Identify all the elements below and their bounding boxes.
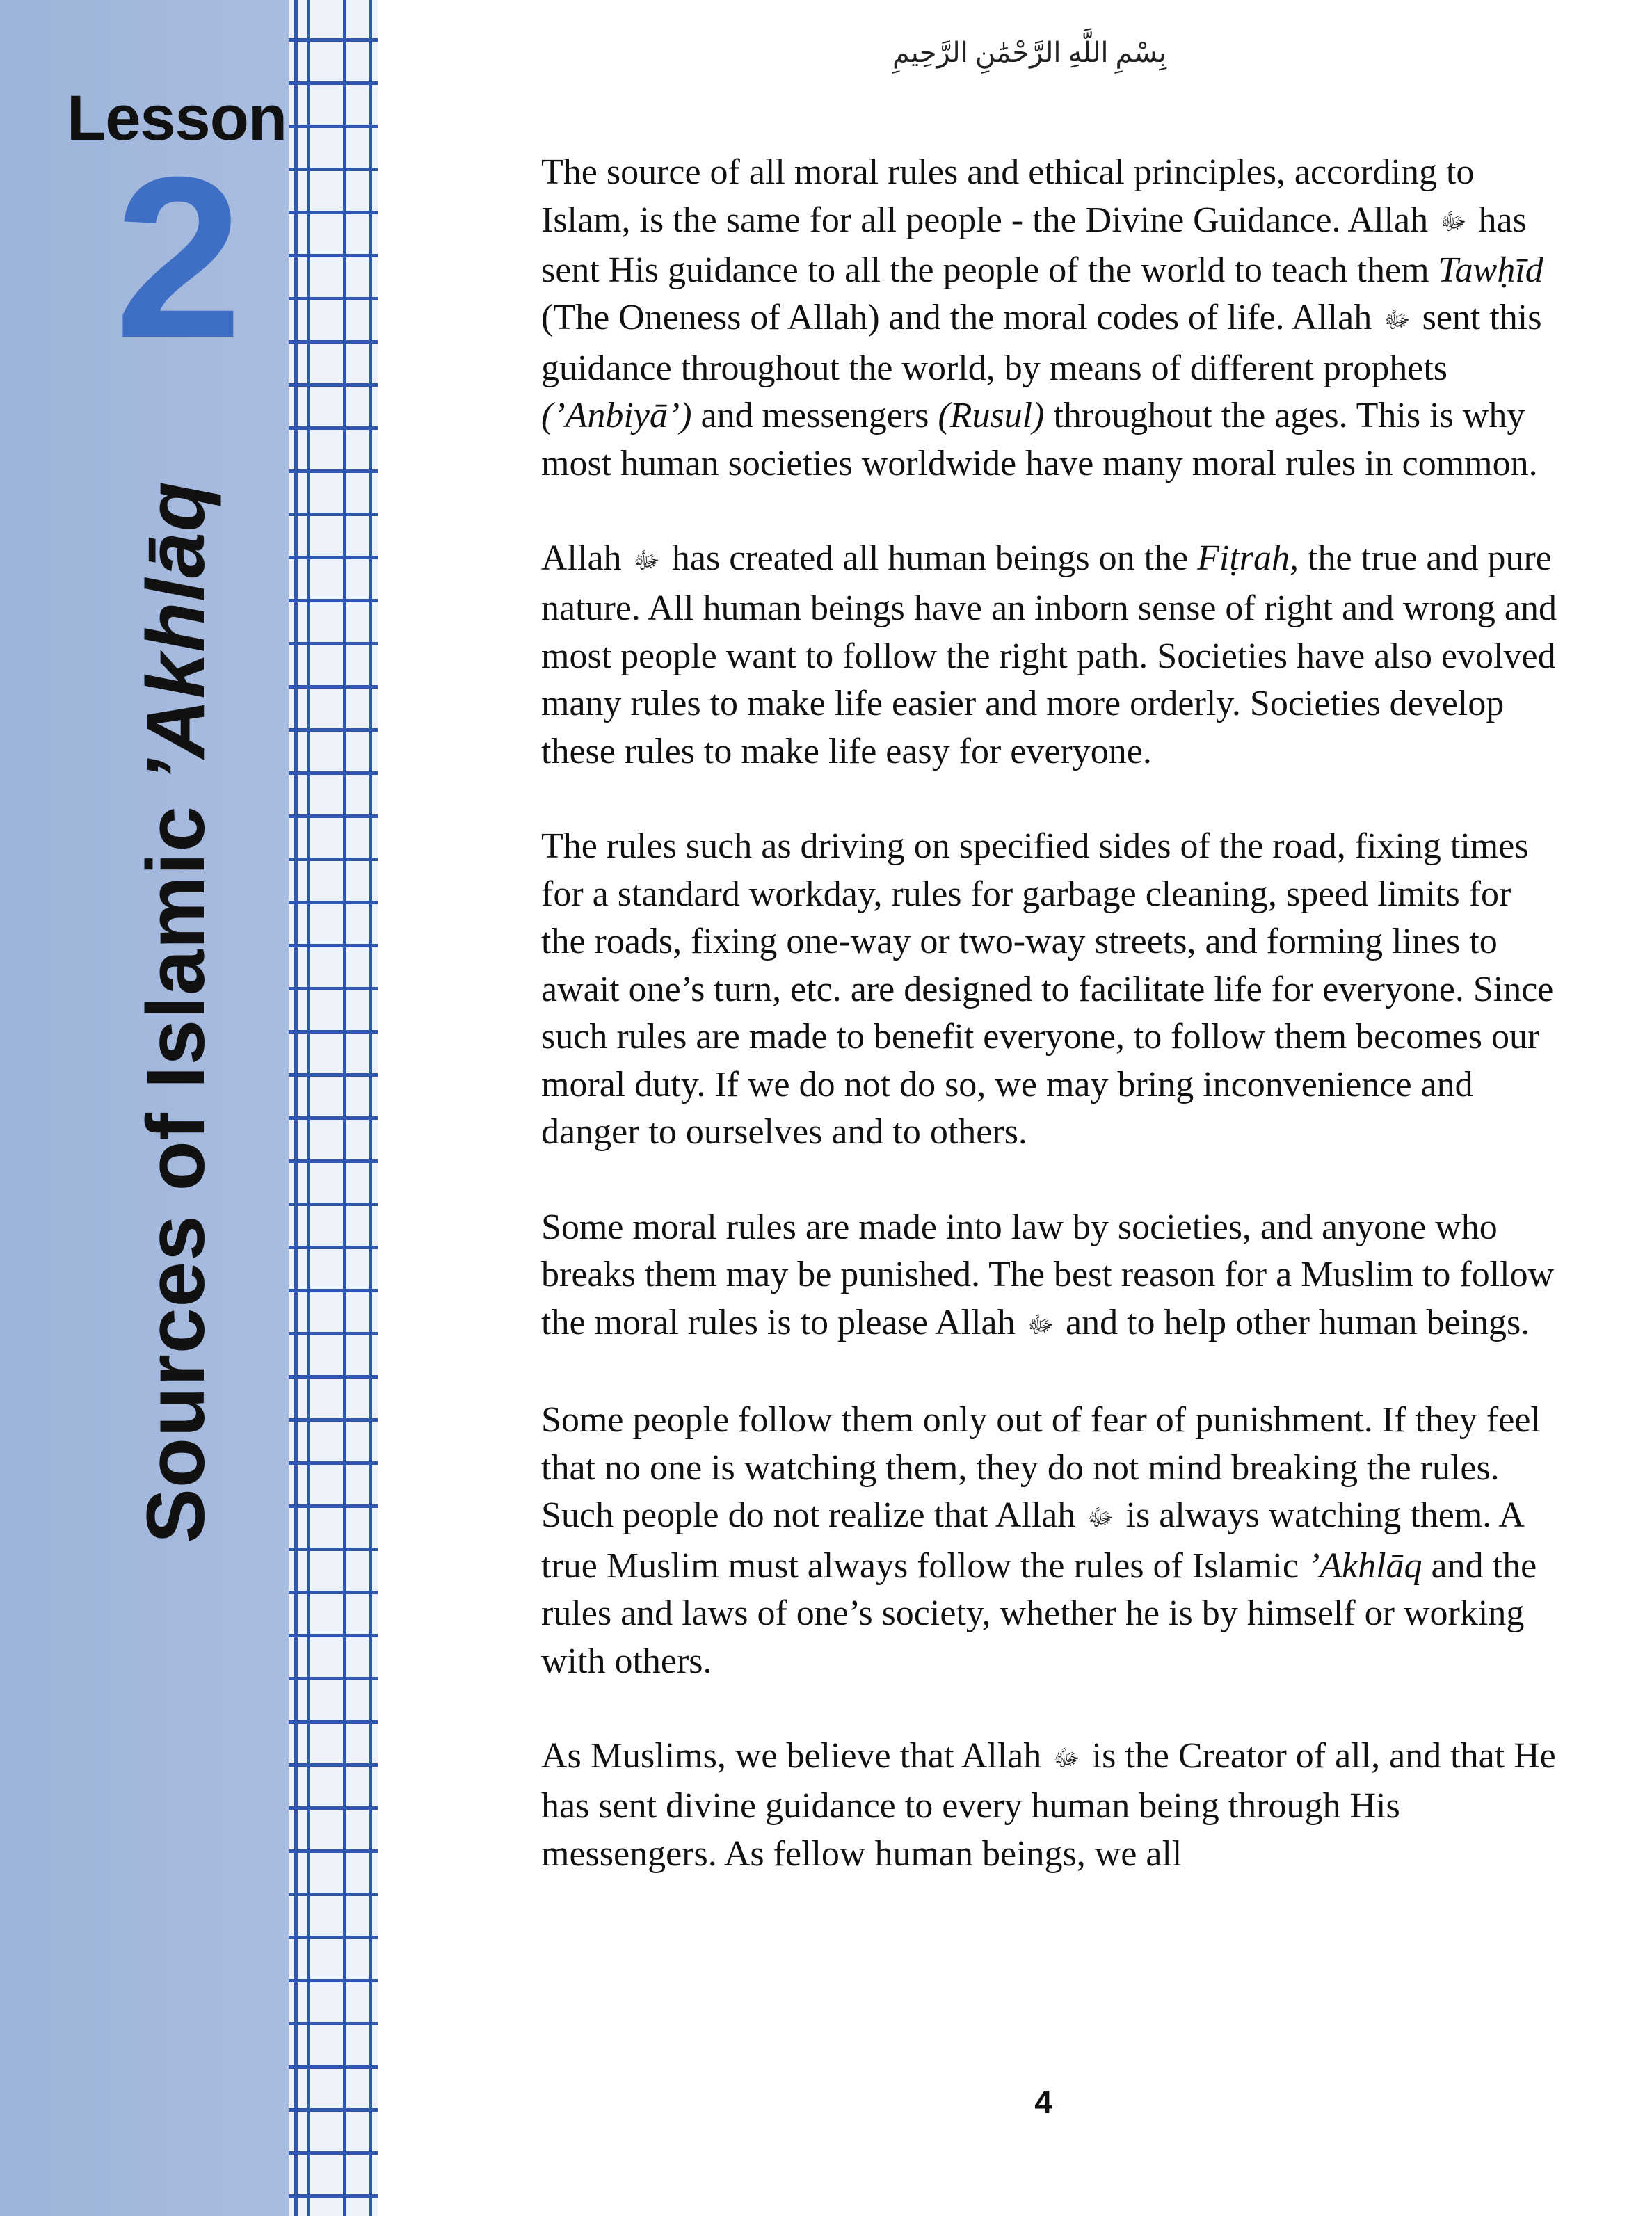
text-run: The source of all moral rules and ethical principles, according to Islam, is the same for all people - the Divine Guidance. Allah [541,152,1475,240]
term-fitrah: Fiṭrah, [1197,538,1299,579]
term-rusul: (Rusul) [938,396,1045,436]
text-run: and messengers [691,396,938,436]
paragraph-1 [541,149,1564,488]
text-run: is the Creator of all, and that He has sent divine guidance to every human being through His messengers. As fellow human beings, we all [541,1736,1556,1874]
honorific-glyph: ﷻ [1384,307,1411,334]
text-run: (The Oneness of Allah) and the moral codes of life. Allah [541,298,1381,338]
text-run: sent this guidance throughout the world, by means of different prophets [541,298,1542,388]
lesson-label: Lesson [67,83,287,154]
honorific-glyph: ﷻ [633,547,660,574]
text-run: has created all human beings on the [662,538,1198,579]
lesson-title-term: ’Akhlāq [130,481,222,782]
text-run: is always watching them. A true Muslim must always follow the rules of Islamic [541,1495,1523,1586]
term-anbiya: (’Anbiyā’) [541,396,692,436]
text-run: As Muslims, we believe that Allah [541,1736,1051,1776]
text-run: has sent His guidance to all the people of the world to teach them [541,200,1527,290]
honorific-glyph: ﷻ [1440,209,1467,236]
decorative-border [289,0,378,2216]
lesson-number: 2 [115,129,243,385]
term-akhlaq: ’Akhlāq [1307,1545,1422,1586]
text-run: and the rules and laws of one’s society, whether he is by himself or working with others. [541,1545,1537,1681]
paragraph-3: The rules such as driving on specified sides of the road, fixing times for a standard workday, rules for garbage cleaning, speed limits for the roads, fixing one-way or two-way streets, and forming lines to await one’s turn, etc. are designed to facilitate life for everyone. Since such rules are made to benefit everyone, to follow them becomes our moral duty. If we do not do so, we may bring inconvenience and danger to ourselves and to others. [541,826,1554,1153]
paragraph-2 [541,535,1564,776]
text-run: the true and pure nature. All human beings have an inborn sense of right and wrong and most people want to follow the right path. Societies have also evolved many rules to make life easier and more orderly. Societies develop these rules to make life easy for everyone. [541,538,1557,771]
text-run: Some people follow them only out of fear of punishment. If they feel that no one is watching them, they do not mind breaking the rules. Such people do not realize that Allah [541,1400,1541,1536]
lesson-title-main: Sources of Islamic [130,782,222,1543]
lesson-title-container [124,390,228,1635]
honorific-glyph: ﷻ [1087,1505,1114,1532]
paragraph-5 [541,1397,1564,1685]
honorific-glyph: ﷻ [1053,1745,1080,1772]
page-number: 4 [1034,2084,1052,2120]
term-tawhid: Tawḥīd [1438,250,1543,290]
paragraph-6 [541,1733,1564,1878]
basmala-header: بِسْمِ اللَّهِ الرَّحْمَٰنِ الرَّحِيمِ [892,37,1166,68]
body-text [541,149,1564,1925]
text-run: Some moral rules are made into law by societies, and anyone who breaks them may be punished. The best reason for a Muslim to follow the moral rules is to please Allah [541,1207,1555,1342]
honorific-glyph: ﷻ [1027,1312,1054,1338]
paragraph-4 [541,1204,1564,1349]
lesson-title [129,481,223,1543]
text-run: and to help other human beings. [1057,1302,1530,1342]
text-run: Allah [541,538,631,579]
text-run: throughout the ages. This is why most human societies worldwide have many moral rules in common. [541,396,1538,483]
